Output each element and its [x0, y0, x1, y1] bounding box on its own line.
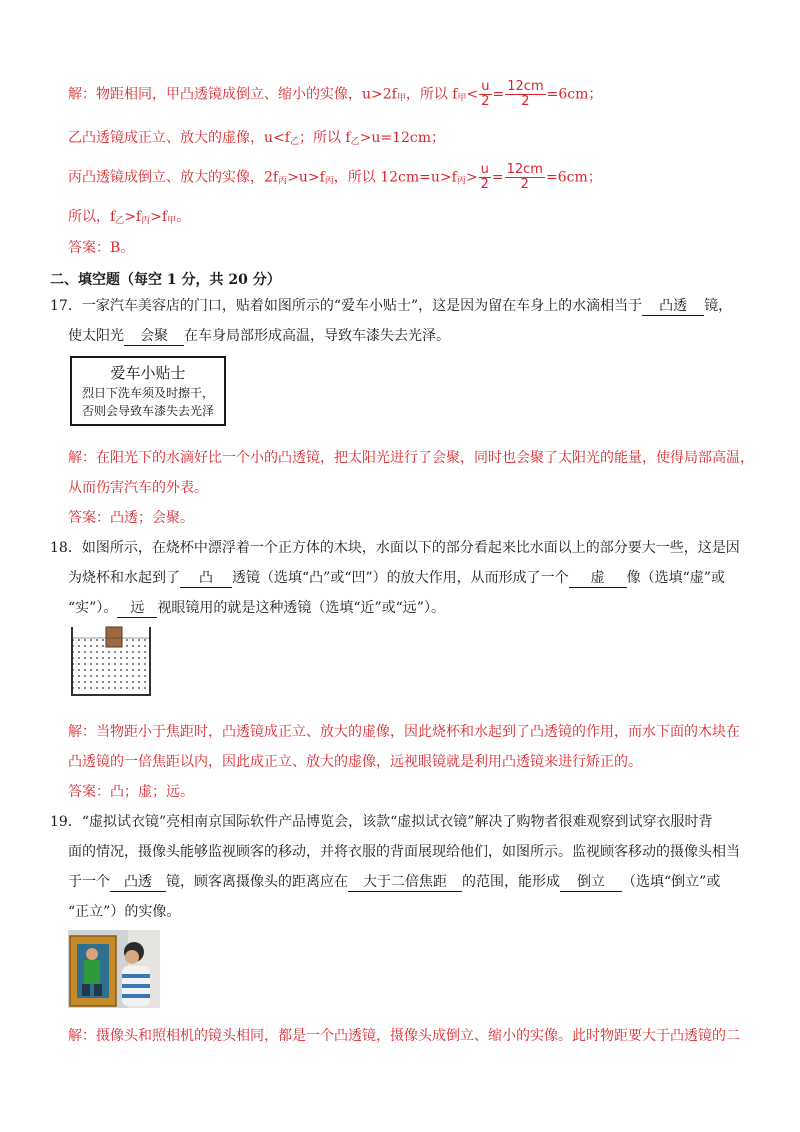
- q16-sol-text: ，所以 12cm=u>f: [333, 169, 457, 186]
- tip-line-2: 否则会导致车漆失去光泽: [81, 404, 214, 418]
- section-title: 二、填空题（每空 1 分，共 20 分）: [50, 272, 281, 288]
- q16-sol-text: <: [466, 86, 479, 103]
- q16-sub-jia: 甲: [396, 93, 406, 104]
- fraction-numerator: 12cm: [507, 79, 544, 94]
- q16-answer: 答案：B。: [68, 240, 135, 256]
- q19-blank-3: 倒立: [560, 874, 622, 892]
- q16-sub-bing: 丙: [324, 176, 334, 187]
- q16-solution-line4: [68, 207, 190, 231]
- q19-line1: 19．“虚拟试衣镜”亮相南京国际软件产品博览会，该款“虚拟试衣镜”解决了购物者很难观察到试穿衣服时背: [50, 814, 713, 830]
- q19-solution-line1: 解：摄像头和照相机的镜头相同，都是一个凸透镜，摄像头成倒立、缩小的实像。此时物距要大于凸透镜的二: [68, 1028, 740, 1044]
- q17-text: 在车身局部形成高温，导致车漆失去光泽。: [184, 328, 450, 344]
- fraction-numerator: u: [480, 162, 489, 177]
- q16-sub-bing: 丙: [278, 176, 288, 187]
- q18-blank-1: 凸: [180, 570, 232, 588]
- q16-sub-yi: 乙: [115, 216, 125, 226]
- q16-sol-text: =6cm；: [545, 169, 602, 186]
- fraction-numerator: u: [481, 79, 490, 94]
- q17-blank-2: 会聚: [124, 328, 184, 346]
- fraction-12cm-over-2: [505, 80, 545, 109]
- q18-solution-line1: 解：当物距小于焦距时，凸透镜成正立、放大的虚像，因此烧杯和水起到了凸透镜的作用，而水下面的木块在: [68, 724, 740, 740]
- q16-sol-text: =: [492, 86, 505, 103]
- q19-text: 于一个: [68, 874, 110, 890]
- q18-solution-line2: 凸透镜的一倍焦距以内，因此成正立、放大的虚像，远视眼镜就是利用凸透镜来进行矫正的。: [68, 754, 642, 770]
- q16-sub-jia: 甲: [457, 93, 467, 104]
- q19-line3: [68, 872, 720, 892]
- q18-text: “实”）。: [68, 600, 118, 616]
- q18-line3: [68, 598, 445, 618]
- q17-text: 镜，: [704, 298, 733, 314]
- q18-blank-3: 远: [117, 600, 157, 618]
- fraction-denominator: 2: [480, 177, 489, 192]
- q16-sub-yi: 乙: [289, 137, 299, 147]
- virtual-mirror-photo: [68, 930, 160, 1008]
- q16-solution-line2: [68, 128, 445, 152]
- q17-line2: [68, 326, 450, 346]
- fraction-denominator: 2: [481, 94, 490, 109]
- q16-sol-text: ；所以 f: [298, 130, 351, 146]
- q19-text: 镜，顾客离摄像头的距离应在: [166, 874, 348, 890]
- tip-title: 爱车小贴士: [110, 364, 186, 382]
- fraction-u-over-2: [479, 80, 491, 109]
- q19-text: （选填“倒立”或: [622, 874, 721, 890]
- q19-blank-1: 凸透: [110, 874, 166, 892]
- q17-solution-line2: 从而伤害汽车的外表。: [68, 480, 208, 496]
- q16-solution-line1: [68, 80, 602, 109]
- q18-text: 像（选填“虚”或: [626, 570, 725, 586]
- beaker-illustration: [70, 625, 152, 697]
- q17-text: 使太阳光: [68, 328, 124, 344]
- q17-line1: [50, 296, 732, 316]
- q17-text: 17．一家汽车美容店的门口，贴着如图所示的“爱车小贴士”，这是因为留在车身上的水滴相当于: [50, 298, 643, 314]
- q17-answer: 答案：凸透；会聚。: [68, 510, 194, 526]
- q16-sub-yi: 乙: [350, 137, 360, 147]
- fraction-numerator: 12cm: [506, 162, 543, 177]
- q16-sol-text: 丙凸透镜成倒立、放大的实像，2f: [68, 169, 279, 186]
- q16-sol-text: 乙凸透镜成正立、放大的虚像，u<f: [68, 130, 290, 146]
- q16-sol-text: >u=12cm；: [359, 130, 446, 146]
- q19-line4: “正立”）的实像。: [68, 904, 181, 920]
- q19-text: 的范围，能形成: [462, 874, 560, 890]
- q16-sol-text: 所以，f: [68, 209, 116, 225]
- fraction-denominator: 2: [520, 177, 529, 192]
- q17-solution-line1: 解：在阳光下的水滴好比一个小的凸透镜，把太阳光进行了会聚，同时也会聚了太阳光的能量，使得局部高温，: [68, 450, 754, 466]
- q16-sub-jia: 甲: [167, 216, 177, 226]
- fraction-denominator: 2: [521, 94, 530, 109]
- q18-answer: 答案：凸；虚；远。: [68, 784, 194, 800]
- q16-sol-text: >f: [150, 209, 168, 225]
- q16-sol-text: ，所以 f: [405, 86, 458, 103]
- q19-line2: 面的情况，摄像头能够监视顾客的移动，并将衣服的背面展现给他们，如图所示。监视顾客移动的摄像头相当: [68, 844, 740, 860]
- fraction-u-over-2: [479, 163, 491, 192]
- q16-sol-text: 解：物距相同，甲凸透镜成倒立、缩小的实像，u>2f: [68, 86, 397, 103]
- q16-solution-line3: [68, 163, 602, 192]
- tip-line-1: 烈日下洗车须及时擦干，: [81, 386, 214, 400]
- q17-blank-1: 凸透: [642, 298, 704, 316]
- q19-blank-2: 大于二倍焦距: [348, 874, 462, 892]
- q18-text: 透镜（选填“凸”或“凹”）的放大作用，从而形成了一个: [232, 570, 569, 586]
- q16-sol-text: >f: [124, 209, 142, 225]
- q16-sub-bing: 丙: [141, 216, 151, 226]
- q16-sol-text: =6cm；: [546, 86, 603, 103]
- q18-blank-2: 虚: [569, 570, 627, 588]
- q16-sol-text: >: [465, 169, 478, 186]
- q18-text: 视眼镜用的就是这种透镜（选填“近”或“远”）。: [157, 600, 445, 616]
- wood-block: [106, 627, 122, 647]
- q18-line1: 18．如图所示，在烧杯中漂浮着一个正方体的木块，水面以下的部分看起来比水面以上的部分要大一些，这是因: [50, 540, 740, 556]
- q16-sol-text: =: [491, 169, 504, 186]
- q18-line2: [68, 568, 725, 588]
- q18-text: 为烧杯和水起到了: [68, 570, 180, 586]
- q16-sol-text: 。: [176, 209, 191, 225]
- q16-sub-bing: 丙: [456, 176, 466, 187]
- fraction-12cm-over-2: [505, 163, 545, 192]
- q16-sol-text: >u>f: [287, 169, 325, 186]
- car-tip-sign: [70, 356, 226, 426]
